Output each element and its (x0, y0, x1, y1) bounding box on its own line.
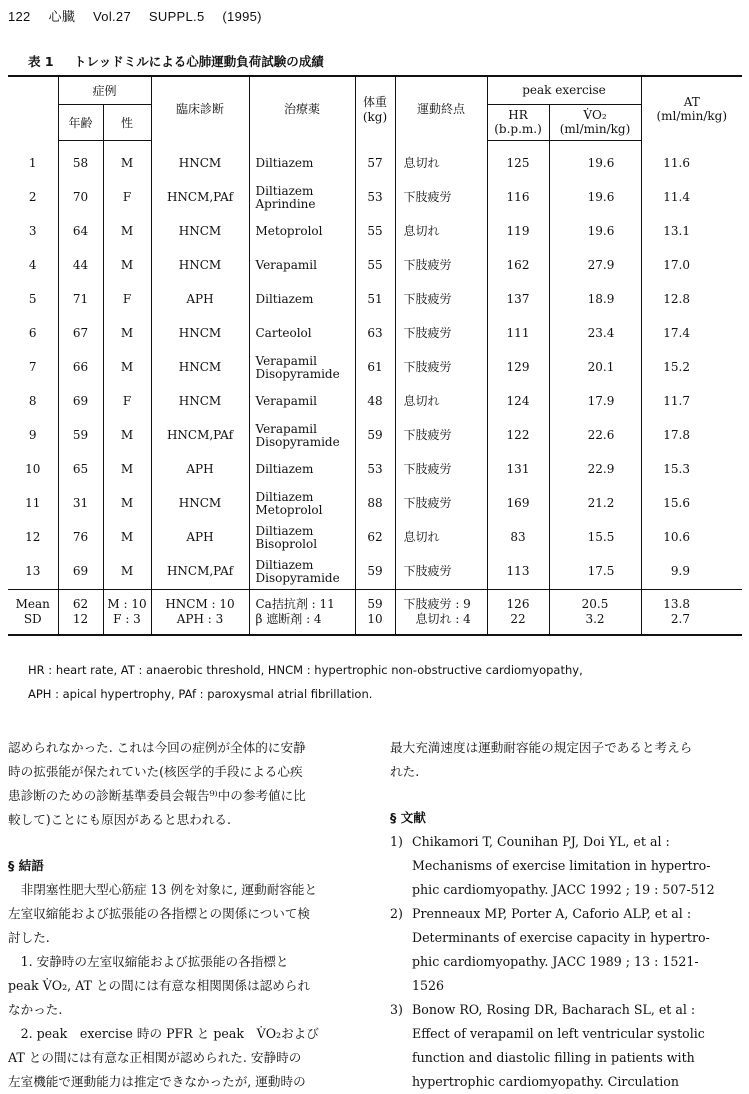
header-peak-exercise: peak exercise (487, 76, 641, 104)
cell-hr: 131 (487, 453, 549, 487)
cell-sex: M (103, 555, 151, 590)
summary-hr: 126 22 (487, 589, 549, 635)
cell-age: 69 (58, 385, 103, 419)
reference-number: 1) (390, 834, 403, 849)
cell-diagnosis: HNCM,PAf (151, 419, 249, 453)
cell-at: 15.2 (641, 351, 742, 385)
cell-diagnosis: HNCM,PAf (151, 181, 249, 215)
reference-number: 2) (390, 906, 403, 921)
cell-endpoint: 息切れ (395, 521, 487, 555)
cell-sex: F (103, 385, 151, 419)
cell-hr: 125 (487, 140, 549, 181)
cell-endpoint: 下肢疲労 (395, 487, 487, 521)
cell-hr: 111 (487, 317, 549, 351)
page-header (8, 6, 276, 25)
cell-weight: 61 (355, 351, 395, 385)
footnote-line: APH : apical hypertrophy, PAf : paroxysmal atrial fibrillation. (28, 687, 373, 701)
table-row (8, 555, 742, 590)
cell-at: 10.6 (641, 521, 742, 555)
cell-sex: M (103, 351, 151, 385)
table-row (8, 385, 742, 419)
cell-weight: 59 (355, 555, 395, 590)
summary-row (8, 589, 742, 635)
cell-diagnosis: HNCM (151, 215, 249, 249)
cell-weight: 63 (355, 317, 395, 351)
cell-diagnosis: HNCM (151, 317, 249, 351)
cell-age: 44 (58, 249, 103, 283)
cell-weight: 53 (355, 181, 395, 215)
cell-hr: 113 (487, 555, 549, 590)
cell-weight: 55 (355, 249, 395, 283)
cell-age: 71 (58, 283, 103, 317)
cell-sex: M (103, 419, 151, 453)
body-line: 最大充満速度は運動耐容能の規定因子であると考えら (390, 740, 693, 755)
cell-case-no: 12 (25, 530, 41, 544)
cell-at: 17.0 (641, 249, 742, 283)
cell-case-no: 2 (28, 190, 37, 204)
summary-at: 13.8 2.7 (641, 589, 742, 635)
cell-endpoint: 下肢疲労 (395, 181, 487, 215)
cell-case-no: 6 (28, 326, 37, 340)
header-case-no (8, 76, 58, 140)
cell-case-no: 9 (28, 428, 37, 442)
cell-hr: 122 (487, 419, 549, 453)
table-footnotes (28, 658, 583, 706)
cell-weight: 62 (355, 521, 395, 555)
reference-text (412, 998, 742, 1094)
cell-age: 76 (58, 521, 103, 555)
conclusion-line: 左室機能で運動能力は推定できなかったが, 運動時の (8, 1074, 306, 1089)
cell-endpoint: 下肢疲労 (395, 317, 487, 351)
reference-line: hypertrophic cardiomyopathy. Circulation (412, 1074, 679, 1089)
header-age: 年齢 (58, 104, 103, 140)
cell-sex: M (103, 215, 151, 249)
summary-label: Mean SD (8, 589, 58, 635)
page-number: 122 (8, 9, 31, 24)
cell-vo2: 20.1 (549, 351, 641, 385)
cell-endpoint: 息切れ (395, 140, 487, 181)
cell-at: 15.6 (641, 487, 742, 521)
summary-age: 62 12 (58, 589, 103, 635)
conclusion-line: 討した. (8, 930, 50, 945)
header-drug: 治療薬 (249, 76, 355, 140)
cell-case-no: 10 (25, 462, 41, 476)
body-right-column (390, 736, 742, 1094)
cell-vo2: 19.6 (549, 215, 641, 249)
body-line: れた. (390, 764, 420, 779)
cell-case-no: 3 (28, 224, 37, 238)
cell-hr: 137 (487, 283, 549, 317)
cell-sex: M (103, 487, 151, 521)
cell-hr: 129 (487, 351, 549, 385)
cell-age: 70 (58, 181, 103, 215)
header-sex: 性 (103, 104, 151, 140)
header-vo2: V̇O₂ (ml/min/kg) (549, 104, 641, 140)
conclusion-line: なかった. (8, 1002, 63, 1017)
cell-weight: 55 (355, 215, 395, 249)
cell-at: 13.1 (641, 215, 742, 249)
reference-number: 3) (390, 1002, 403, 1017)
footnote-line: HR : heart rate, AT : anaerobic threshold, HNCM : hypertrophic non-obstructive cardiomyopathy, (28, 663, 583, 677)
cell-endpoint: 下肢疲労 (395, 453, 487, 487)
cell-diagnosis: HNCM (151, 385, 249, 419)
cell-vo2: 22.9 (549, 453, 641, 487)
cell-vo2: 27.9 (549, 249, 641, 283)
cell-hr: 169 (487, 487, 549, 521)
cell-vo2: 17.5 (549, 555, 641, 590)
body-left-column (8, 736, 364, 1094)
reference-line: Bonow RO, Rosing DR, Bacharach SL, et al : (412, 1002, 696, 1017)
cell-drug: Diltiazem Aprindine (249, 181, 355, 215)
cell-drug: Verapamil (249, 249, 355, 283)
cell-vo2: 19.6 (549, 140, 641, 181)
summary-vo2: 20.5 3.2 (549, 589, 641, 635)
table-row (8, 521, 742, 555)
reference-line: phic cardiomyopathy. JACC 1989 ; 13 : 1521- (412, 954, 699, 969)
journal-volume: Vol.27 (93, 9, 131, 24)
table-row (8, 351, 742, 385)
cell-diagnosis: HNCM,PAf (151, 555, 249, 590)
reference-line: function and diastolic filling in patients with (412, 1050, 695, 1065)
cell-sex: M (103, 140, 151, 181)
conclusion-line: 2. peak exercise 時の PFR と peak V̇O₂および (8, 1026, 319, 1041)
header-endpoint: 運動終点 (395, 76, 487, 140)
header-weight: 体重 (kg) (355, 76, 395, 140)
cell-age: 67 (58, 317, 103, 351)
body-line: 認められなかった. これは今回の症例が全体的に安静 (8, 740, 306, 755)
body-line: 患診断のための診断基準委員会報告⁹⁾中の参考値に比 (8, 788, 306, 803)
header-at: AT (ml/min/kg) (641, 76, 742, 140)
reference-item (390, 830, 742, 902)
cell-weight: 53 (355, 453, 395, 487)
table-row (8, 181, 742, 215)
cell-vo2: 21.2 (549, 487, 641, 521)
reference-line: 1526 (412, 978, 445, 993)
journal-suppl: SUPPL.5 (148, 9, 205, 24)
body-line: 時の拡張能が保たれていた(核医学的手段による心疾 (8, 764, 303, 779)
conclusion-line: AT との間には有意な正相関が認められた. 安静時の (8, 1050, 302, 1065)
cell-case-no: 5 (28, 292, 37, 306)
table-caption (28, 52, 324, 70)
cell-age: 66 (58, 351, 103, 385)
reference-line: Effect of verapamil on left ventricular systolic (412, 1026, 705, 1041)
cell-at: 15.3 (641, 453, 742, 487)
table-row (8, 317, 742, 351)
cell-at: 11.6 (641, 140, 742, 181)
cell-vo2: 23.4 (549, 317, 641, 351)
cell-endpoint: 下肢疲労 (395, 283, 487, 317)
cell-hr: 124 (487, 385, 549, 419)
reference-line: Determinants of exercise capacity in hypertro- (412, 930, 710, 945)
summary-sex: M : 10 F : 3 (103, 589, 151, 635)
conclusion-line: peak V̇O₂, AT との間には有意な相関関係は認められ (8, 978, 311, 993)
summary-diagnosis: HNCM : 10 APH : 3 (151, 589, 249, 635)
body-line: 較して)ことにも原因があると思われる. (8, 812, 232, 827)
cell-endpoint: 下肢疲労 (395, 351, 487, 385)
table-row (8, 215, 742, 249)
cell-endpoint: 下肢疲労 (395, 249, 487, 283)
reference-item (390, 902, 742, 998)
cell-weight: 51 (355, 283, 395, 317)
table-row (8, 419, 742, 453)
cell-case-no: 11 (25, 496, 41, 510)
table-number: 表 1 (28, 54, 54, 69)
conclusion-line: 1. 安静時の左室収縮能および拡張能の各指標と (8, 954, 289, 969)
table-row (8, 249, 742, 283)
cell-sex: F (103, 181, 151, 215)
cell-case-no: 7 (28, 360, 37, 374)
cell-drug: Metoprolol (249, 215, 355, 249)
cell-weight: 59 (355, 419, 395, 453)
section-heading-references: § 文献 (390, 810, 426, 825)
cell-sex: M (103, 453, 151, 487)
cell-diagnosis: APH (151, 283, 249, 317)
conclusion-line: 左室収縮能および拡張能の各指標との関係について検 (8, 906, 310, 921)
cell-diagnosis: HNCM (151, 487, 249, 521)
cell-hr: 119 (487, 215, 549, 249)
reference-line: Mechanisms of exercise limitation in hypertro- (412, 858, 711, 873)
summary-drug: Ca拮抗剤 : 11 β 遮断剤 : 4 (249, 589, 355, 635)
journal-year: (1995) (222, 9, 262, 24)
table-row (8, 283, 742, 317)
reference-list (390, 830, 742, 1094)
cell-age: 64 (58, 215, 103, 249)
cell-sex: M (103, 249, 151, 283)
cell-vo2: 18.9 (549, 283, 641, 317)
cell-vo2: 15.5 (549, 521, 641, 555)
cell-drug: Verapamil (249, 385, 355, 419)
cell-hr: 83 (487, 521, 549, 555)
cell-at: 17.4 (641, 317, 742, 351)
cell-vo2: 19.6 (549, 181, 641, 215)
journal-name: 心臓 (48, 9, 76, 24)
conclusion-line: 非閉塞性肥大型心筋症 13 例を対象に, 運動耐容能と (8, 882, 318, 897)
cell-case-no: 13 (25, 564, 41, 578)
cell-at: 9.9 (641, 555, 742, 590)
cell-drug: Diltiazem (249, 453, 355, 487)
cell-age: 58 (58, 140, 103, 181)
reference-item (390, 998, 742, 1094)
cell-drug: Verapamil Disopyramide (249, 351, 355, 385)
cell-weight: 57 (355, 140, 395, 181)
cell-hr: 162 (487, 249, 549, 283)
header-case: 症例 (58, 76, 151, 104)
cell-diagnosis: APH (151, 453, 249, 487)
cell-drug: Carteolol (249, 317, 355, 351)
cell-age: 31 (58, 487, 103, 521)
cell-diagnosis: APH (151, 521, 249, 555)
table-row (8, 140, 742, 181)
cell-sex: F (103, 283, 151, 317)
cell-endpoint: 息切れ (395, 385, 487, 419)
cell-at: 11.4 (641, 181, 742, 215)
cell-drug: Verapamil Disopyramide (249, 419, 355, 453)
cell-sex: M (103, 317, 151, 351)
cell-drug: Diltiazem Bisoprolol (249, 521, 355, 555)
cell-weight: 48 (355, 385, 395, 419)
results-table (8, 75, 742, 636)
cell-case-no: 1 (28, 155, 37, 170)
cell-drug: Diltiazem (249, 140, 355, 181)
cell-case-no: 8 (28, 394, 37, 408)
cell-weight: 88 (355, 487, 395, 521)
cell-diagnosis: HNCM (151, 249, 249, 283)
cell-hr: 116 (487, 181, 549, 215)
table-row (8, 487, 742, 521)
cell-age: 59 (58, 419, 103, 453)
summary-weight: 59 10 (355, 589, 395, 635)
cell-vo2: 22.6 (549, 419, 641, 453)
reference-line: Chikamori T, Counihan PJ, Doi YL, et al : (412, 834, 670, 849)
cell-at: 11.7 (641, 385, 742, 419)
cell-diagnosis: HNCM (151, 351, 249, 385)
cell-at: 12.8 (641, 283, 742, 317)
cell-age: 65 (58, 453, 103, 487)
cell-drug: Diltiazem (249, 283, 355, 317)
header-diagnosis: 臨床診断 (151, 76, 249, 140)
reference-line: Prenneaux MP, Porter A, Caforio ALP, et al : (412, 906, 692, 921)
cell-endpoint: 下肢疲労 (395, 555, 487, 590)
cell-vo2: 17.9 (549, 385, 641, 419)
cell-sex: M (103, 521, 151, 555)
reference-text (412, 902, 742, 998)
reference-line: phic cardiomyopathy. JACC 1992 ; 19 : 507-512 (412, 882, 715, 897)
header-hr: HR (b.p.m.) (487, 104, 549, 140)
reference-text (412, 830, 742, 902)
table-title: トレッドミルによる心肺運動負荷試験の成績 (73, 54, 324, 69)
cell-drug: Diltiazem Disopyramide (249, 555, 355, 590)
section-heading-conclusion: § 結語 (8, 858, 44, 873)
table-row (8, 453, 742, 487)
cell-at: 17.8 (641, 419, 742, 453)
cell-diagnosis: HNCM (151, 140, 249, 181)
summary-endpoint: 下肢疲労 : 9 息切れ : 4 (395, 589, 487, 635)
cell-drug: Diltiazem Metoprolol (249, 487, 355, 521)
cell-endpoint: 下肢疲労 (395, 419, 487, 453)
cell-case-no: 4 (28, 258, 37, 272)
cell-endpoint: 息切れ (395, 215, 487, 249)
cell-age: 69 (58, 555, 103, 590)
